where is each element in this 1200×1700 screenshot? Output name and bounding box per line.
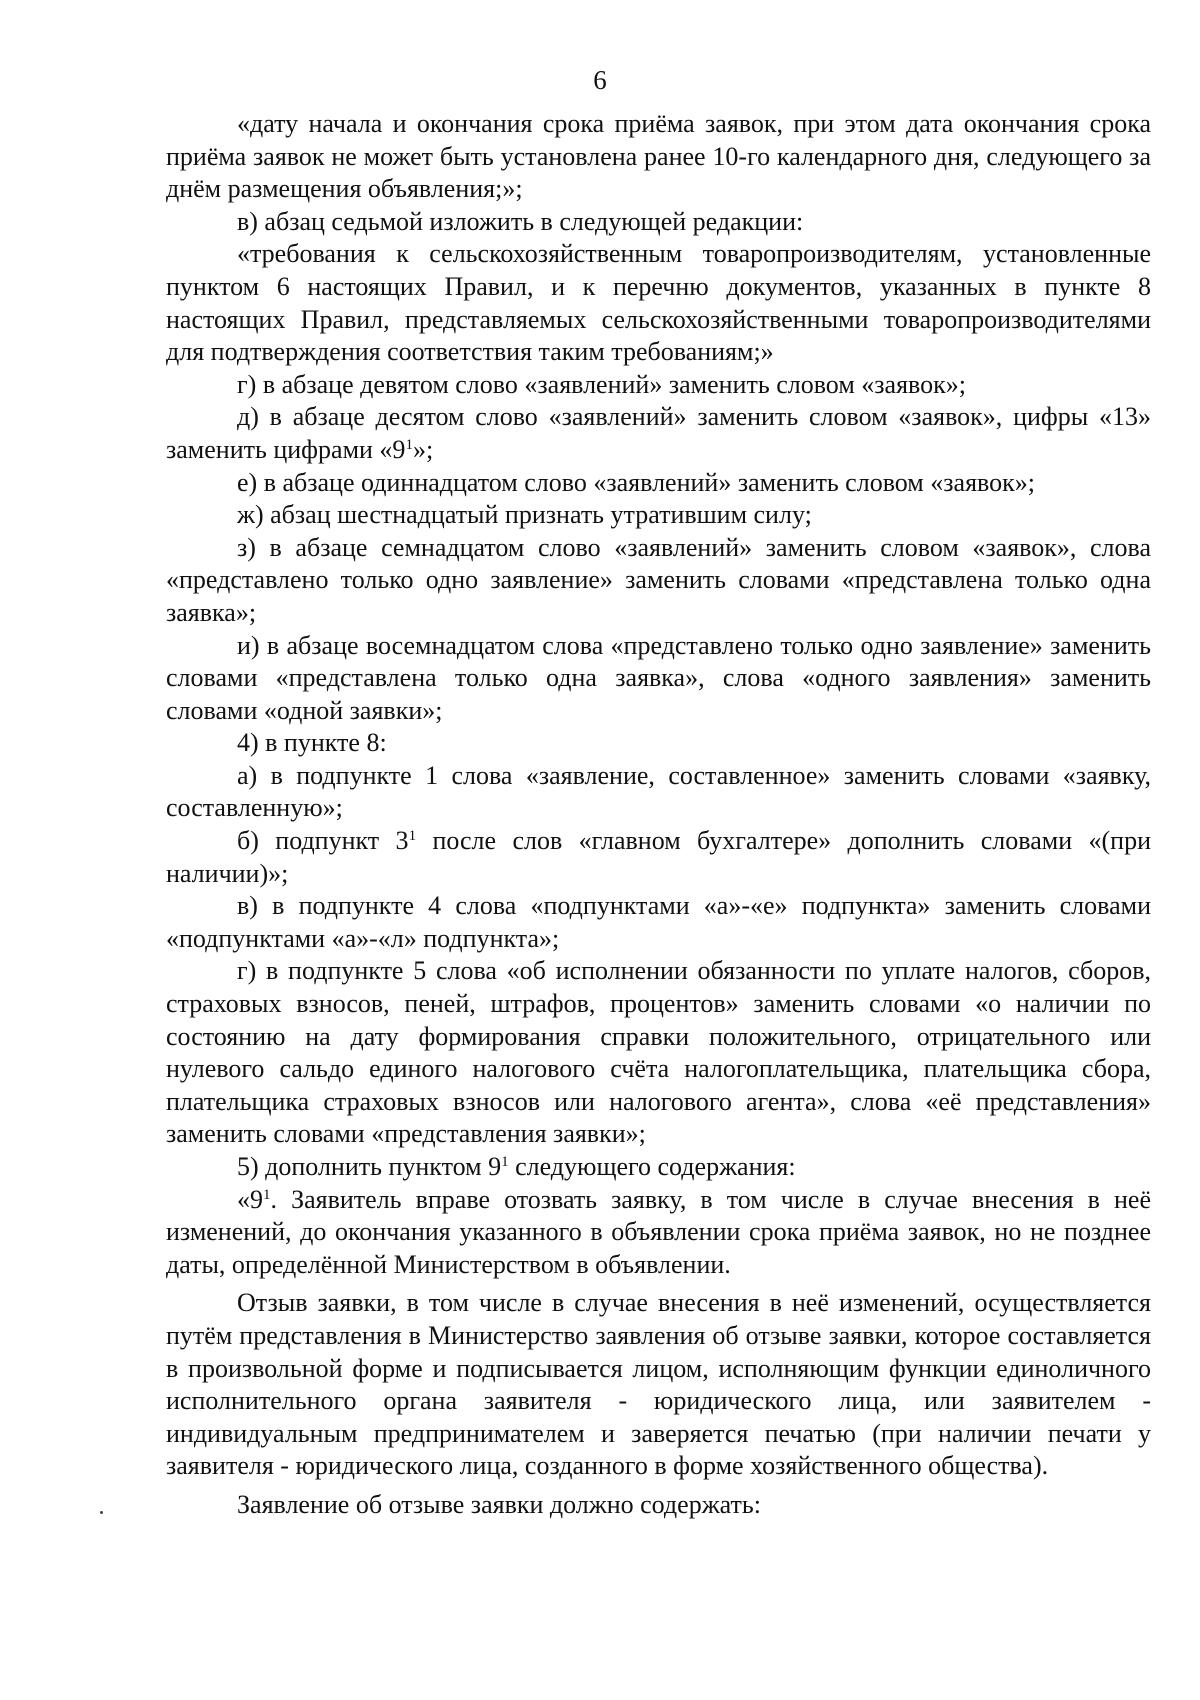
paragraph-text: следующего содержания: [508, 1152, 796, 1181]
paragraph: г) в подпункте 5 слова «об исполнении обязанности по уплате налогов, сборов, страховых взносов, пеней, штрафов, процентов» заменить словами «о наличии по состоянию на дату формирования справки положительного, отрицательного или нулевого сальдо единого налогового счёта налогоплательщика, плательщика сбора, плательщика страховых взносов или налогового агента», слова «её представления» заменить словами «представления заявки»; [166, 956, 1151, 1149]
paragraph [166, 1184, 1151, 1282]
paragraph: з) в абзаце семнадцатом слово «заявлений» заменить словом «заявок», слова «представлено только одно заявление» заменить словами «представлена только одна заявка»; [166, 532, 1151, 627]
document-body [166, 108, 1151, 1522]
paragraph: в) в подпункте 4 слова «подпунктами «а»-«е» подпункта» заменить словами «подпунктами «а»-«л» подпункта»; [166, 891, 1151, 953]
paragraph-text: б) подпункт 3 [237, 826, 409, 856]
page-number: 6 [593, 65, 607, 95]
paragraph: «дату начала и окончания срока приёма заявок, при этом дата окончания срока приёма заявок не может быть установлена ранее 10-го календарного дня, следующего за днём размещения объявления;»; [166, 109, 1151, 204]
paragraph: ж) абзац шестнадцатый признать утратившим силу; [237, 500, 812, 530]
superscript: 1 [405, 436, 413, 453]
paragraph: Заявление об отзыве заявки должно содержать: [237, 1489, 761, 1519]
paragraph: и) в абзаце восемнадцатом слова «представлено только одно заявление» заменить словами «представлена только одна заявка», слова «одного заявления» заменить словами «одной заявки»; [166, 630, 1151, 725]
paragraph: «требования к сельскохозяйственным товаропроизводителям, установленные пунктом 6 настоящих Правил, и к перечню документов, указанных в пункте 8 настоящих Правил, представляемых сельскохозяйственными товаропроизводителями для подтверждения соответствия таким требованиям;» [166, 239, 1151, 367]
paragraph [166, 1151, 1151, 1184]
paragraph-text: 5) дополнить пунктом 9 [237, 1152, 502, 1181]
scan-speck [100, 1511, 103, 1514]
paragraph: а) в подпункте 1 слова «заявление, составленное» заменить словами «заявку, составленную»; [166, 760, 1151, 823]
paragraph [166, 825, 1151, 890]
paragraph-text: »; [412, 434, 434, 464]
superscript: 1 [501, 1154, 509, 1170]
superscript: 1 [408, 828, 417, 845]
paragraph: е) в абзаце одиннадцатом слово «заявлений» заменить словом «заявок»; [237, 467, 1035, 497]
paragraph-text: д) в абзаце десятом слово «заявлений» заменить словом «заявок», цифры «13» заменить цифрами «9 [166, 402, 1151, 464]
paragraph-text: . Заявитель вправе отозвать заявку, в том числе в случае внесения в неё изменений, до окончания указанного в объявлении срока приёма заявок, но не позднее даты, определённой Министерством в объявлении. [166, 1184, 1151, 1279]
superscript: 1 [263, 1186, 271, 1203]
paragraph [166, 401, 1151, 466]
paragraph: г) в абзаце девятом слово «заявлений» заменить словом «заявок»; [237, 369, 966, 399]
paragraph: Отзыв заявки, в том числе в случае внесения в неё изменений, осуществляется путём представления в Министерство заявления об отзыве заявки, которое составляется в произвольной форме и подписывается лицом, исполняющим функции единоличного исполнительного органа заявителя - юридического лица, или заявителем - индивидуальным предпринимателем и заверяется печатью (при наличии печати у заявителя - юридического лица, созданного в форме хозяйственного общества). [166, 1288, 1151, 1481]
paragraph: в) абзац седьмой изложить в следующей редакции: [237, 206, 804, 236]
paragraph: 4) в пункте 8: [237, 728, 387, 758]
paragraph-text: после слов «главном бухгалтере» дополнить словами «(при наличии)»; [166, 826, 1151, 888]
paragraph-text: «9 [237, 1184, 263, 1214]
